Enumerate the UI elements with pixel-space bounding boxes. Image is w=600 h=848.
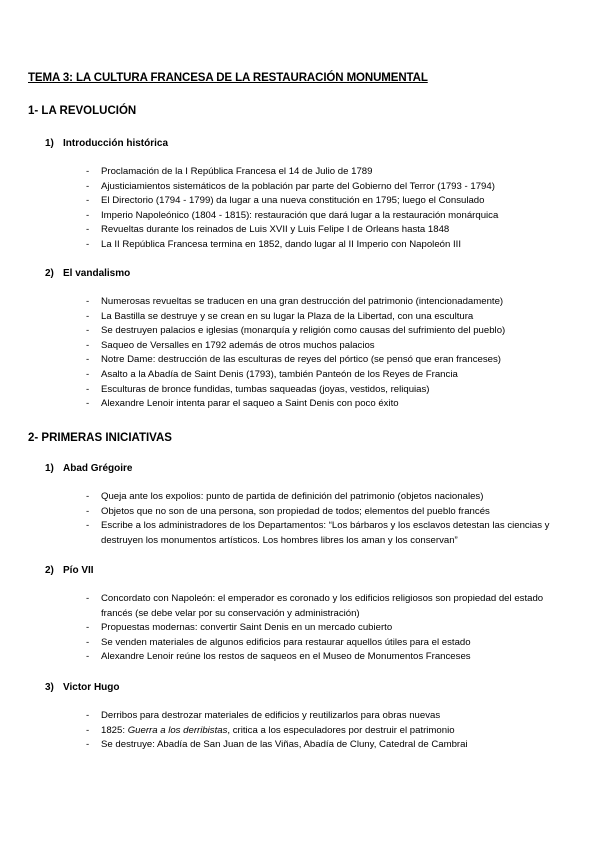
subsection-title-victor-hugo: [45, 682, 119, 693]
bullet-dash: -: [86, 224, 90, 236]
list-item: - Escribe a los administradores de los Departamentos: “Los bárbaros y los esclavos detestan las ciencias y destruyen los monumentos artísticos. Los hombres libres los aman y los conservan”: [86, 520, 550, 546]
section-title-primeras-iniciativas: 2- PRIMERAS INICIATIVAS: [28, 432, 172, 444]
subsection-label: Victor Hugo: [63, 682, 120, 693]
list-item: - Notre Dame: destrucción de las esculturas de reyes del pórtico (se pensó que eran franceses): [0, 353, 600, 368]
bullet-dash: -: [86, 383, 90, 395]
list-item: - Concordato con Napoleón: el emperador es coronado y los edificios religiosos son propiedad del estado francés (se debe velar por su conservación y administración): [86, 593, 544, 619]
bullet-dash: -: [86, 166, 90, 177]
book-title: Guerra a los derribistas: [127, 724, 228, 736]
list-item: - Alexandre Lenoir intenta parar el saqueo a Saint Denis con poco éxito: [0, 397, 600, 412]
section-title-revolucion: 1- LA REVOLUCIÓN: [28, 105, 137, 117]
list-item: - Asalto a la Abadía de Saint Denis (1793), también Panteón de los Reyes de Francia: [0, 368, 600, 383]
bullet-dash: -: [86, 398, 90, 410]
list-item: - Proclamación de la I República Francesa el 14 de Julio de 1789: [0, 165, 600, 180]
bullet-dash: -: [86, 651, 90, 663]
bullet-dash: -: [86, 180, 90, 192]
list-item: - Alexandre Lenoir reúne los restos de saqueos en el Museo de Monumentos Franceses: [0, 650, 600, 665]
bullet-list-abad-gregoire: [0, 490, 600, 548]
bullet-dash: -: [86, 739, 90, 751]
subsection-title-vandalismo: [45, 268, 130, 279]
subsection-title-introduccion: [45, 138, 168, 149]
bullet-dash: -: [86, 520, 90, 532]
bullet-dash: -: [86, 710, 90, 721]
list-item: - Se destruyen palacios e iglesias (monarquía y religión como causas del sufrimiento del pueblo): [0, 324, 600, 339]
bullet-dash: -: [86, 724, 90, 736]
list-item: - Imperio Napoleónico (1804 - 1815): restauración que dará lugar a la restauración monárquica: [0, 209, 600, 224]
bullet-dash: -: [86, 622, 90, 634]
bullet-list-pio-vii: [0, 592, 600, 665]
list-item: - La II República Francesa termina en 1852, dando lugar al II Imperio con Napoleón III: [0, 238, 600, 253]
list-item: - Ajusticiamientos sistemáticos de la población par parte del Gobierno del Terror (1793 - 1794): [0, 180, 600, 195]
bullet-dash: -: [86, 339, 90, 351]
list-item: - Numerosas revueltas se traducen en una gran destrucción del patrimonio (intencionadamente): [0, 295, 600, 310]
bullet-dash: -: [86, 209, 90, 221]
subsection-number: 1): [45, 463, 54, 474]
subsection-label: Introducción histórica: [63, 138, 169, 149]
list-item: - Queja ante los expolios: punto de partida de definición del patrimonio (objetos nacionales): [0, 490, 600, 505]
list-item: - 1825: Guerra a los derribistas, critica a los especuladores por destruir el patrimonio: [0, 724, 600, 739]
list-item: - Saqueo de Versalles en 1792 además de otros muchos palacios: [0, 339, 600, 354]
bullet-list-vandalismo: [0, 295, 600, 412]
subsection-title-pio-vii: [45, 565, 94, 576]
list-item: - Se destruye: Abadía de San Juan de las Viñas, Abadía de Cluny, Catedral de Cambrai: [0, 738, 600, 753]
list-item: - Se venden materiales de algunos edificios para restaurar aquellos útiles para el estado: [0, 636, 600, 651]
subsection-number: 2): [45, 268, 54, 279]
list-item: - Revueltas durante los reinados de Luis XVII y Luis Felipe I de Orleans hasta 1848: [0, 223, 600, 238]
list-item: - El Directorio (1794 - 1799) da lugar a una nueva constitución en 1795; luego el Consulado: [0, 194, 600, 209]
subsection-title-abad-gregoire: [45, 463, 132, 474]
list-item: - Derribos para destrozar materiales de edificios y reutilizarlos para obras nuevas: [0, 709, 600, 724]
subsection-number: 2): [45, 565, 54, 576]
bullet-dash: -: [86, 368, 90, 380]
bullet-list-introduccion: [0, 165, 600, 253]
subsection-label: Pío VII: [63, 565, 94, 576]
list-item: - Propuestas modernas: convertir Saint Denis en un mercado cubierto: [0, 621, 600, 636]
bullet-list-victor-hugo: [0, 709, 600, 753]
bullet-dash: -: [86, 505, 90, 517]
list-item: - Esculturas de bronce fundidas, tumbas saqueadas (joyas, vestidos, reliquias): [0, 383, 600, 398]
bullet-dash: -: [86, 636, 90, 648]
subsection-number: 1): [45, 138, 54, 149]
bullet-dash: -: [86, 491, 90, 502]
subsection-label: El vandalismo: [63, 268, 131, 279]
list-item: - La Bastilla se destruye y se crean en su lugar la Plaza de la Libertad, con una escultura: [0, 310, 600, 325]
bullet-dash: -: [86, 593, 90, 604]
subsection-number: 3): [45, 682, 54, 693]
bullet-dash: -: [86, 325, 90, 337]
page-title: TEMA 3: LA CULTURA FRANCESA DE LA RESTAURACIÓN MONUMENTAL: [28, 72, 428, 84]
bullet-dash: -: [86, 354, 90, 366]
bullet-dash: -: [86, 310, 90, 322]
bullet-dash: -: [86, 195, 90, 207]
bullet-dash: -: [86, 238, 90, 250]
subsection-label: Abad Grégoire: [63, 463, 133, 474]
bullet-dash: -: [86, 296, 90, 307]
list-item: - Objetos que no son de una persona, son propiedad de todos; elementos del pueblo francés: [0, 505, 600, 520]
